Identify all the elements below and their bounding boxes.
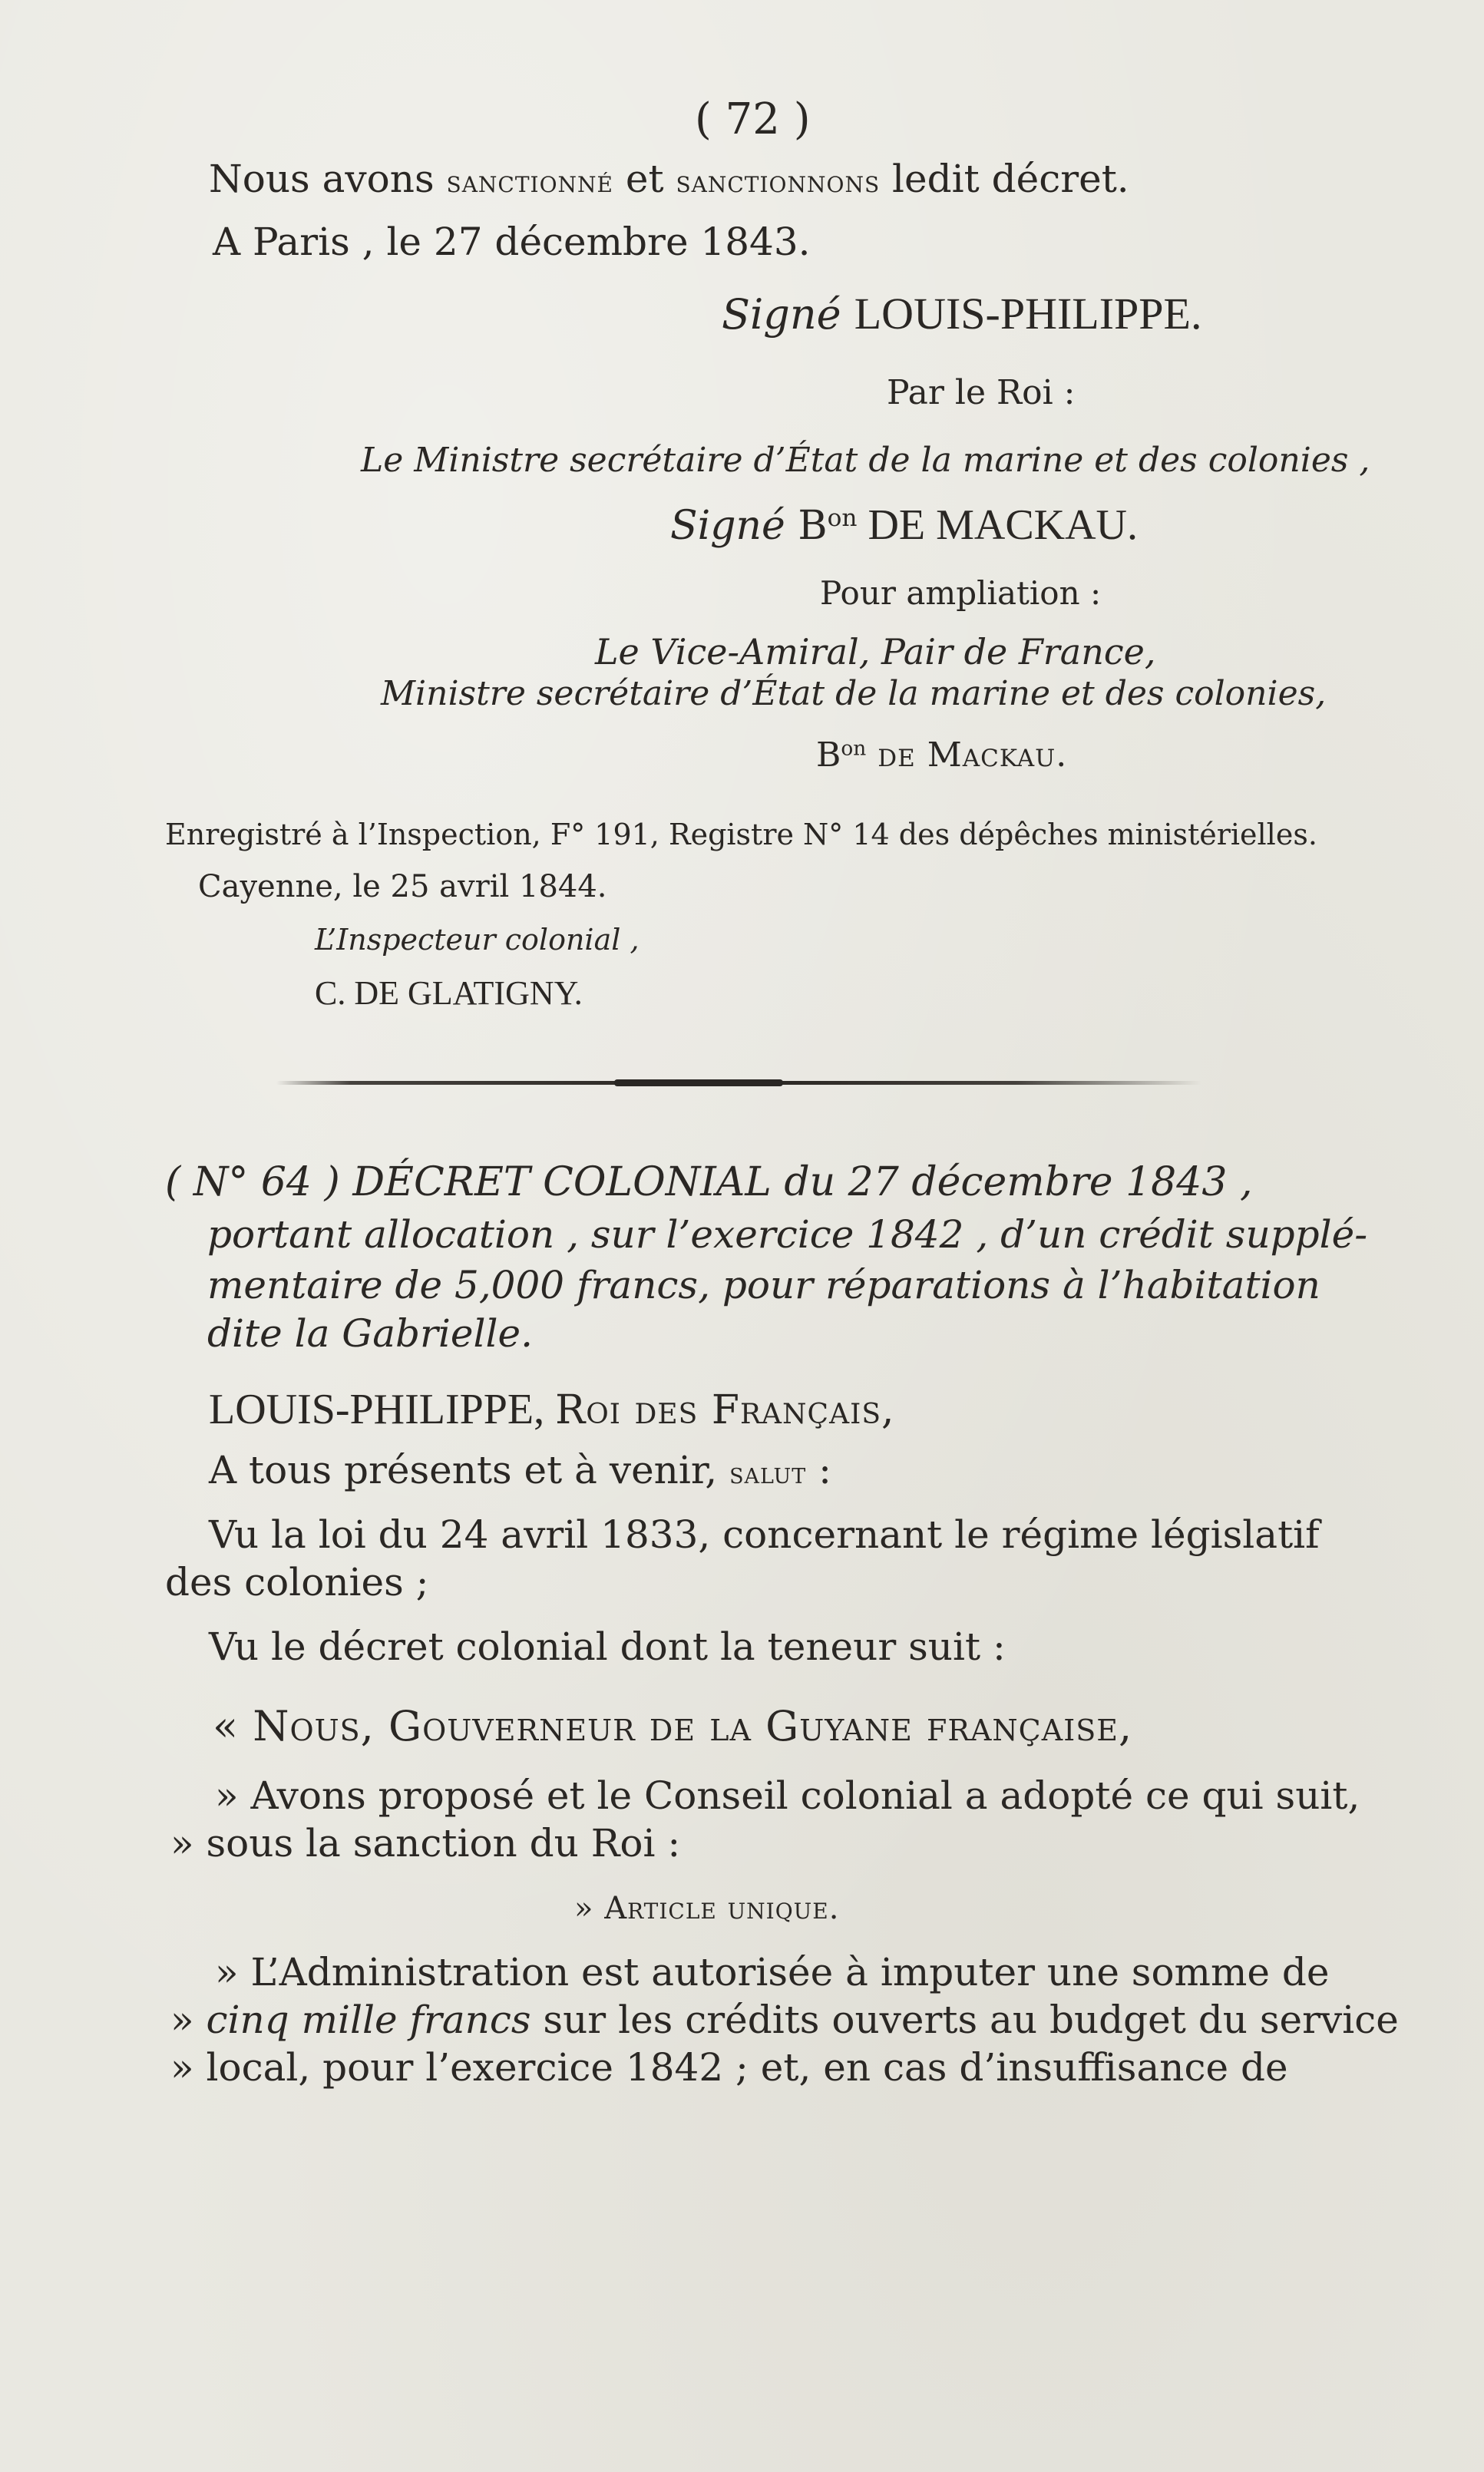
- signe2-label: Signé: [670, 503, 785, 549]
- sanction-text-2: et: [613, 157, 676, 201]
- baron2: [816, 735, 1068, 775]
- sanction-word-1: sanctionné: [446, 164, 613, 200]
- king-line-name: LOUIS-PHILIPPE,: [209, 1386, 556, 1433]
- decree-heading-4: dite la Gabrielle.: [207, 1311, 533, 1356]
- baron2-name: de Mackau.: [866, 735, 1068, 775]
- inspecteur-title: L’Inspecteur colonial ,: [315, 923, 640, 957]
- sanction-text-3: ledit décret.: [880, 157, 1129, 201]
- vice-amiral: Le Vice-Amiral, Pair de France,: [595, 631, 1156, 673]
- cayenne-date: Cayenne, le 25 avril 1844.: [198, 869, 607, 904]
- king-line: [209, 1388, 894, 1431]
- minister-title: Le Ministre secrétaire d’État de la marine et des colonies ,: [361, 441, 1370, 480]
- king-line-title: Roi des Français: [555, 1387, 881, 1433]
- inspecteur-name: C. DE GLATIGNY.: [315, 974, 583, 1012]
- section-divider: [276, 1081, 1201, 1085]
- decree-heading-3: mentaire de 5,000 francs, pour réparations à l’habitation: [207, 1263, 1320, 1307]
- admin-2: [170, 1998, 1399, 2042]
- article-unique: » Article unique.: [574, 1891, 840, 1926]
- admin-2-italic: cinq mille francs: [206, 1998, 531, 2042]
- baron-abbr: B: [798, 503, 828, 549]
- baron2-sup: on: [841, 736, 867, 761]
- decree-heading-2: portant allocation , sur l’exercice 1842 , d’un crédit supplé-: [207, 1212, 1368, 1257]
- par-le-roi: Par le Roi :: [887, 373, 1076, 412]
- page-number: ( 72 ): [695, 94, 811, 144]
- salut-word: salut: [729, 1456, 807, 1490]
- salut-text: A tous présents et à venir,: [209, 1448, 730, 1492]
- sanction-word-2: sanctionnons: [676, 164, 881, 200]
- avons-2: » sous la sanction du Roi :: [170, 1821, 681, 1866]
- vu-loi-2: des colonies ;: [165, 1560, 429, 1604]
- admin-2-rest: sur les crédits ouverts au budget du service: [530, 1998, 1399, 2042]
- baron-sup: on: [827, 504, 858, 532]
- signature-baron: [670, 501, 1138, 549]
- baron2-abbr: B: [816, 735, 841, 775]
- sanction-text-1: Nous avons: [209, 157, 447, 201]
- place-date: A Paris , le 27 décembre 1843.: [213, 220, 811, 264]
- nous-line: « Nous, Gouverneur de la Guyane française,: [213, 1702, 1133, 1750]
- vu-loi-1: Vu la loi du 24 avril 1833, concernant le régime législatif: [209, 1512, 1320, 1557]
- signe-label: Signé: [722, 290, 841, 339]
- admin-3: » local, pour l’exercice 1842 ; et, en cas d’insuffisance de: [170, 2045, 1288, 2090]
- king-name: LOUIS-PHILIPPE.: [854, 289, 1202, 339]
- admin-1: » L’Administration est autorisée à imputer une somme de: [215, 1950, 1330, 1994]
- pour-ampliation: Pour ampliation :: [820, 574, 1102, 612]
- salut-line: [209, 1448, 832, 1492]
- enregistre-line: Enregistré à l’Inspection, F° 191, Registre N° 14 des dépêches ministérielles.: [165, 818, 1317, 851]
- vu-decret: Vu le décret colonial dont la teneur suit :: [209, 1624, 1006, 1669]
- signature-king: [722, 289, 1202, 339]
- decree-heading-1: ( N° 64 ) DÉCRET COLONIAL du 27 décembre 1843 ,: [165, 1159, 1253, 1205]
- sanction-line: [209, 157, 1129, 201]
- ministre2: Ministre secrétaire d’État de la marine et des colonies,: [381, 674, 1327, 713]
- salut-end: :: [806, 1448, 832, 1492]
- baron-name: DE MACKAU.: [857, 501, 1138, 549]
- king-line-end: ,: [881, 1387, 894, 1433]
- avons-1: » Avons proposé et le Conseil colonial a adopté ce qui suit,: [215, 1773, 1360, 1818]
- admin-2-quote: »: [170, 1998, 207, 2042]
